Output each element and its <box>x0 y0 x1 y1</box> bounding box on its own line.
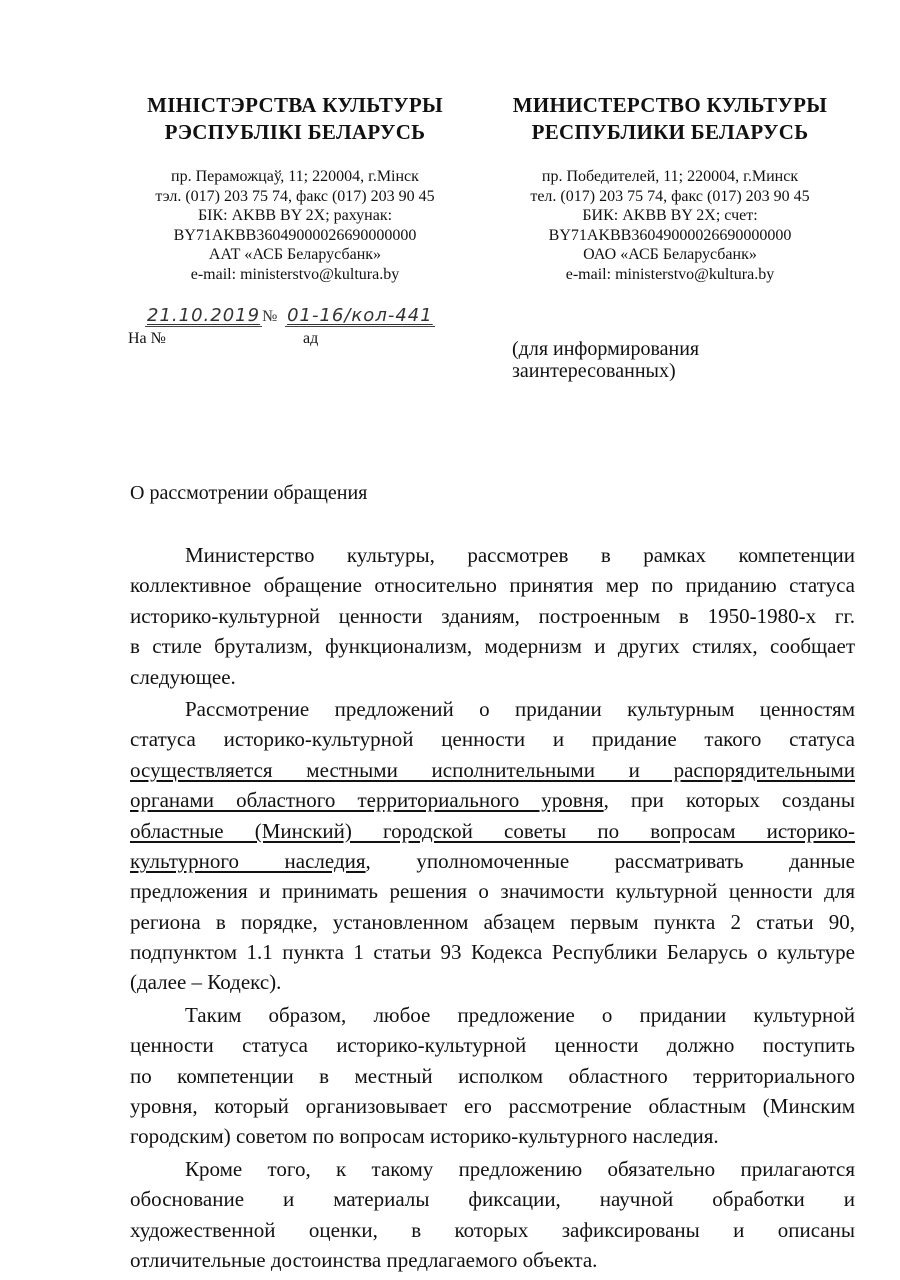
letterhead-russian <box>500 92 840 285</box>
subject-line: О рассмотрении обращения <box>130 482 368 504</box>
title-line: РЕСПУБЛИКИ БЕЛАРУСЬ <box>531 120 809 144</box>
text-segment: региона в порядке, установленном абзацем первым пункта 2 статьи 90, <box>130 909 855 934</box>
address-line: ОАО «АСБ Беларусбанк» <box>583 246 757 264</box>
text-segment: уровня, который организовывает его рассмотрение областным (Минским <box>130 1094 855 1119</box>
registration-date: 21.10.2019 <box>147 305 261 326</box>
address-line: e-mail: ministerstvo@kultura.by <box>190 265 400 283</box>
address-line: БІК: AKBB BY 2X; рахунак: <box>197 207 393 225</box>
letter-body <box>130 540 855 1275</box>
text-line <box>130 1184 855 1214</box>
address-line: e-mail: ministerstvo@kultura.by <box>565 265 775 283</box>
text-segment: по компетенции в местный исполком областного территориального <box>130 1063 855 1088</box>
text-line <box>130 967 855 997</box>
text-line <box>130 1245 855 1275</box>
text-segment: историко-культурной ценности зданиям, построенным в 1950-1980-х гг. <box>130 603 855 628</box>
text-line <box>130 601 855 631</box>
text-segment: обоснование и материалы фиксации, научной обработки и <box>130 1187 855 1212</box>
paragraph <box>130 540 855 692</box>
text-line <box>130 846 855 876</box>
address-line: BY71AKBB36049000026690000000 <box>173 226 417 244</box>
recipient <box>512 338 699 382</box>
text-line <box>130 785 855 815</box>
text-line <box>130 755 855 785</box>
text-segment: предложения и принимать решения о значимости культурной ценности для <box>130 879 855 904</box>
text-segment: городским) советом по вопросам историко-культурного наследия. <box>130 1124 719 1149</box>
text-line <box>130 1121 855 1151</box>
text-line <box>130 1000 855 1030</box>
paragraph <box>130 694 855 998</box>
text-line <box>130 907 855 937</box>
text-line <box>130 816 855 846</box>
paragraph <box>130 1154 855 1276</box>
underlined-text: осуществляется местными исполнительными и распорядительными <box>130 757 855 782</box>
address-block-ru <box>500 167 840 285</box>
text-segment: (далее – Кодекс). <box>130 970 282 995</box>
ministry-title-by <box>125 92 465 146</box>
address-line: BY71AKBB36049000026690000000 <box>548 226 792 244</box>
address-line: БИК: AKBB BY 2X; счет: <box>582 207 758 225</box>
text-line <box>130 631 855 661</box>
ad-label: ад <box>303 330 319 347</box>
registration-number: 01-16/кол-441 <box>287 305 433 326</box>
text-segment: статуса историко-культурной ценности и придание такого статуса <box>130 727 855 752</box>
ministry-title-ru <box>500 92 840 146</box>
reference-line <box>128 330 319 348</box>
text-line <box>130 694 855 724</box>
text-segment: в стиле брутализм, функционализм, модернизм и других стилях, сообщает <box>130 634 855 659</box>
paragraph <box>130 1000 855 1152</box>
address-line: пр. Пераможцаў, 11; 220004, г.Мінск <box>171 168 419 185</box>
title-line: МІНІСТЭРСТВА КУЛЬТУРЫ <box>147 93 443 117</box>
number-sign: № <box>262 308 279 325</box>
text-segment: следующее. <box>130 664 236 689</box>
text-segment: Кроме того, к такому предложению обязательно прилагаются <box>185 1156 855 1181</box>
title-line: РЭСПУБЛІКІ БЕЛАРУСЬ <box>164 120 426 144</box>
address-line: тел. (017) 203 75 74, факс (017) 203 90 45 <box>530 187 810 205</box>
text-line <box>130 876 855 906</box>
text-line <box>130 1030 855 1060</box>
na-no-label: На № <box>128 330 166 347</box>
text-segment: , уполномоченные рассматривать данные <box>365 848 855 873</box>
text-segment: художественной оценки, в которых зафиксированы и описаны <box>130 1217 855 1242</box>
recipient-line: (для информирования <box>512 338 700 360</box>
text-line <box>130 1154 855 1184</box>
underlined-text: культурного наследия <box>130 848 366 873</box>
title-line: МИНИСТЕРСТВО КУЛЬТУРЫ <box>512 93 828 117</box>
text-line <box>130 1061 855 1091</box>
text-line <box>130 1215 855 1245</box>
text-segment: Рассмотрение предложений о придании культурным ценностям <box>185 696 855 721</box>
recipient-line: заинтересованных) <box>512 360 676 382</box>
text-segment: коллективное обращение относительно принятия мер по приданию статуса <box>130 573 855 598</box>
underlined-text: органами областного территориального уровня <box>130 788 604 813</box>
text-segment: подпунктом 1.1 пункта 1 статьи 93 Кодекса Республики Беларусь о культуре <box>130 940 855 965</box>
address-line: пр. Победителей, 11; 220004, г.Минск <box>541 168 799 185</box>
text-segment: ценности статуса историко-культурной ценности должно поступить <box>130 1033 855 1058</box>
text-line <box>130 937 855 967</box>
address-line: тэл. (017) 203 75 74, факс (017) 203 90 45 <box>155 187 435 205</box>
text-line <box>130 724 855 754</box>
registration-handwritten <box>145 305 435 326</box>
text-segment: Таким образом, любое предложение о придании культурной <box>185 1002 855 1027</box>
text-segment: Министерство культуры, рассмотрев в рамках компетенции <box>185 543 855 567</box>
text-line <box>130 1091 855 1121</box>
address-block-by <box>125 167 465 285</box>
underlined-text: областные (Минский) городской советы по вопросам историко- <box>130 818 855 843</box>
text-line <box>130 540 855 570</box>
letterhead-belarusian <box>125 92 465 285</box>
address-line: ААТ «АСБ Беларусбанк» <box>208 246 382 264</box>
text-segment: отличительные достоинства предлагаемого объекта. <box>130 1247 598 1272</box>
text-line <box>130 570 855 600</box>
text-line <box>130 662 855 692</box>
text-segment: , при которых созданы <box>603 788 856 813</box>
